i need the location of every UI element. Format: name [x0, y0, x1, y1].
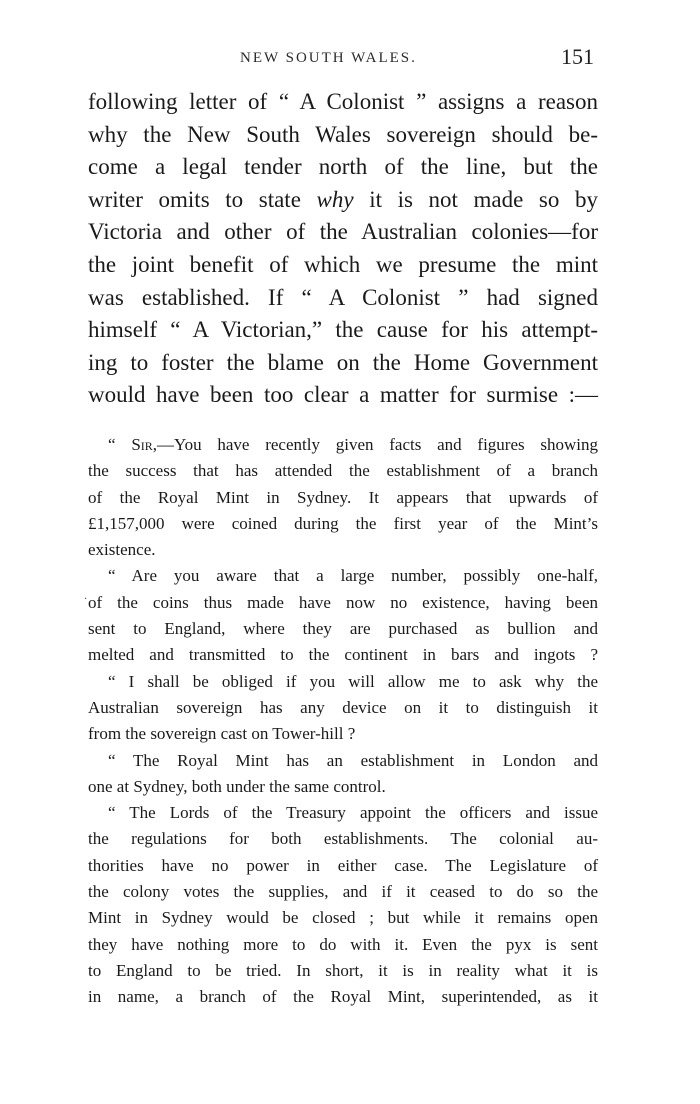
main-paragraph [88, 86, 598, 412]
emphasis-word: why [316, 186, 354, 212]
letter-line: in name, a branch of the Royal Mint, superintended, as it [88, 987, 598, 1007]
text-line: following letter of “ A Colonist ” assigns a reason [88, 89, 598, 114]
letter-line: the regulations for both establishments. The colonial au- [88, 829, 598, 849]
text-line: Victoria and other of the Australian colonies—for [88, 219, 598, 245]
text-segment: ,—You have recently given facts and figures showing [152, 435, 598, 454]
quoted-letter [88, 432, 598, 1011]
letter-line: “ The Royal Mint has an establishment in London and [108, 750, 598, 770]
letter-line: from the sovereign cast on Tower-hill ? [88, 724, 356, 744]
letter-line: to England to be tried. In short, it is in reality what it is [88, 960, 598, 980]
open-quote: “ [108, 435, 116, 454]
letter-line [88, 432, 598, 458]
letter-line: of the Royal Mint in Sydney. It appears that upwards of [88, 487, 598, 507]
letter-line: “ The Lords of the Treasury appoint the officers and issue [108, 803, 598, 823]
text-line [88, 184, 598, 217]
letter-line: one at Sydney, both under the same control. [88, 776, 386, 796]
text-line: would have been too clear a matter for surmise :— [88, 382, 598, 408]
letter-line: melted and transmitted to the continent in bars and ingots ? [88, 645, 598, 665]
letter-line: Mint in Sydney would be closed ; but while it remains open [88, 908, 598, 928]
running-title: NEW SOUTH WALES. [240, 50, 417, 66]
letter-line: “ I shall be obliged if you will allow me to ask why the [108, 671, 598, 691]
letter-line: Australian sovereign has any device on it to distinguish it [88, 697, 598, 717]
text-segment: it is not made so by [369, 186, 598, 212]
letter-line: they have nothing more to do with it. Even the pyx is sent [88, 934, 598, 954]
letter-line: £1,157,000 were coined during the first year of the Mint’s [88, 513, 598, 533]
letter-line: sent to England, where they are purchased as bullion and [88, 619, 598, 639]
running-head [88, 44, 598, 74]
text-line: himself “ A Victorian,” the cause for his attempt- [88, 317, 598, 343]
letter-line: the colony votes the supplies, and if it ceased to do so the [88, 882, 598, 902]
text-line: was established. If “ A Colonist ” had signed [88, 284, 598, 310]
text-line: come a legal tender north of the line, but the [88, 154, 598, 180]
text-line: ing to foster the blame on the Home Government [88, 349, 598, 375]
text-line: why the New South Wales sovereign should be- [88, 121, 598, 147]
letter-line: thorities have no power in either case. The Legislature of [88, 855, 598, 875]
letter-line: “ Are you aware that a large number, possibly one-half, [108, 566, 598, 586]
letter-line: the success that has attended the establishment of a branch [88, 461, 598, 481]
text-segment: writer omits to state [88, 186, 301, 212]
letter-line: of the coins thus made have now no existence, having been [88, 592, 598, 612]
page-number: 151 [561, 44, 594, 69]
stray-mark: . [84, 588, 87, 602]
text-line: the joint benefit of which we presume the mint [88, 251, 598, 277]
salutation: Sir [131, 435, 153, 454]
letter-line: existence. [88, 540, 156, 560]
